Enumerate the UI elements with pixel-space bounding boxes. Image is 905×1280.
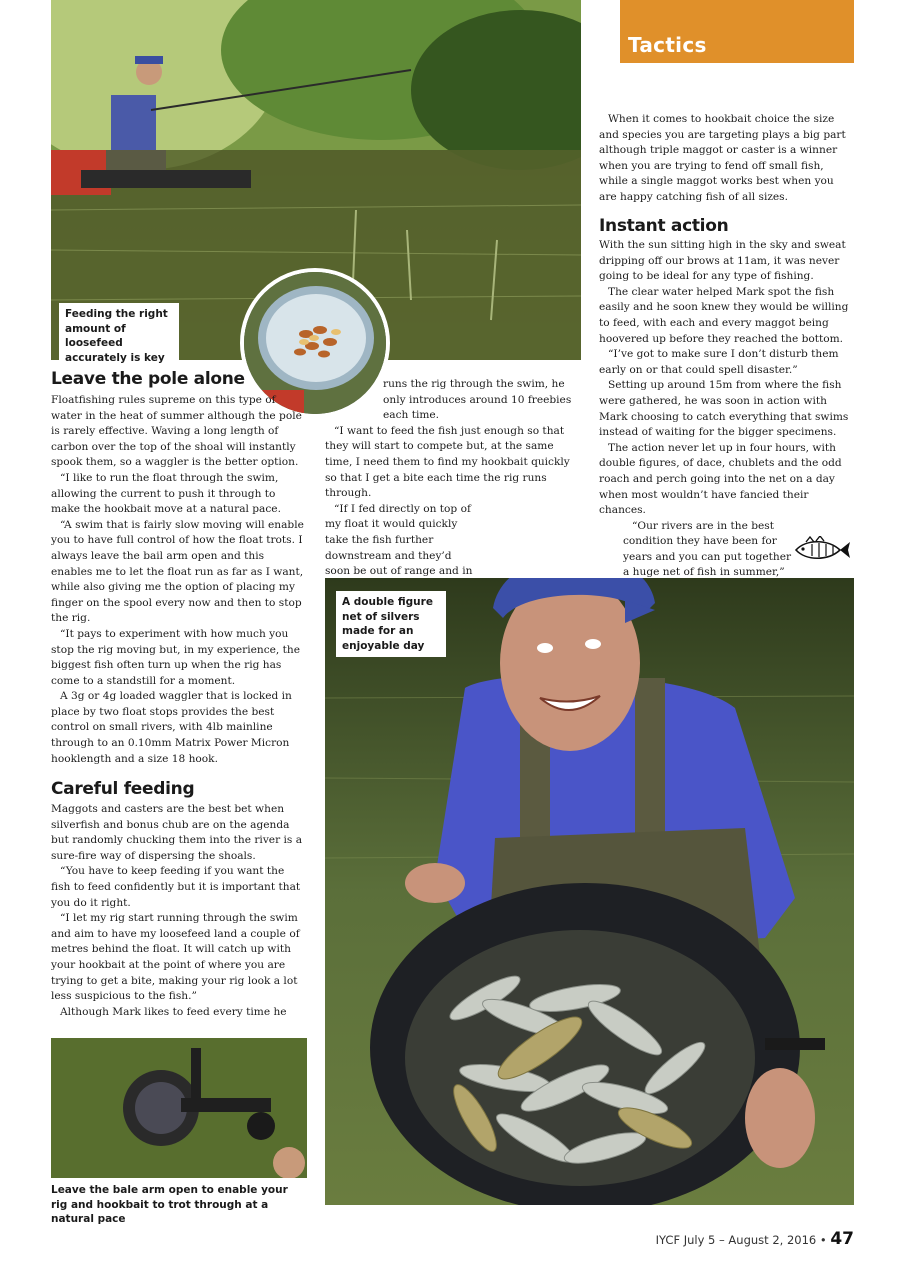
pole-paragraph-4: “It pays to experiment with how much you stop the rig moving but, in my experience, the biggest fish often turn up when the rig has come to a standstill for a moment.: [51, 627, 301, 687]
instant-heading: Instant action: [599, 216, 729, 236]
feeding-paragraph-2: “You have to keep feeding if you want the fish to feed confidently but it is important that you do it right.: [51, 865, 301, 909]
reel-photo: [51, 1038, 307, 1178]
instant-paragraph-4: Setting up around 15m from where the fish were gathered, he was soon in action with Mark choosing to catch everything that swims instead of waiting for the bigger specimens.: [599, 379, 849, 439]
fish-endmark-icon: [792, 536, 852, 564]
pole-body: [51, 393, 305, 767]
loosefeed-caption: [59, 303, 179, 369]
instant-paragraph-6: “Our rivers are in the best condition they have been for years and you can put together a huge net of fish in summer,”: [623, 519, 792, 579]
feeding-paragraph-1: Maggots and casters are the best bet when silverfish and bonus chub are on the agenda but randomly chucking them into the river is a sure-fire way of dispersing the shoals.: [51, 803, 303, 862]
catch-illustration: [325, 578, 854, 1205]
middle-body: [325, 377, 580, 595]
hookbait-paragraph: When it comes to hookbait choice the size and species you are targeting plays a big part although triple maggot or caster is a winner when you are trying to fend off small fish, while a single maggot works best when you are happy catching fish of all sizes.: [599, 113, 846, 203]
pole-paragraph-2: “I like to run the float through the swim, allowing the current to push it through to make the hookbait move at a natural pace.: [51, 471, 281, 516]
feeding-paragraph-3: “I let my rig start running through the swim and aim to have my loosefeed land a couple of metres behind the float. It will catch up with your hookbait at the point of where you are trying to get a bite, making your rig look a lot less suspicious to the fish.”: [51, 912, 300, 1003]
instant-paragraph-3: “I’ve got to make sure I don’t disturb them early on or that could spell disaster.”: [599, 348, 839, 376]
feeding-paragraph-4: Although Mark likes to feed every time he: [60, 1005, 287, 1018]
page-footer: [656, 1229, 854, 1249]
pole-paragraph-3: “A swim that is fairly slow moving will enable you to have full control of how the float trots. I always leave the bail arm open and this enables me to let the float run as far as I want, while also giving me the option of placing my finger on the spool every now and then to stop the rig.: [51, 518, 304, 625]
middle-paragraph-1: runs the rig through the swim, he only introduces around 10 freebies each time.: [383, 378, 572, 422]
net-caption-text: A double figure net of silvers made for an enjoyable day: [342, 596, 433, 652]
catch-photo: [325, 578, 854, 1205]
middle-paragraph-2: “I want to feed the fish just enough so that they will start to compete but, at the same time, I need them to find my hookbait quickly so that I get a bite each time the rig runs through.: [325, 424, 570, 500]
instant-paragraph-5: The action never let up in four hours, with double figures, of dace, chublets and the odd roach and perch going into the net on a day when most wouldn’t have fancied their chances.: [599, 441, 842, 517]
middle-paragraph-3: “If I fed directly on top of my float it would quickly take the fish further downstream and they’d soon be out of range and in: [325, 502, 473, 578]
pole-paragraph-1-text: Floatfishing rules supreme on this type of water in the heat of summer although the pole is rarely effective. Waving a long length of carbon over the top of the shoal will instantly spook them, so a waggler is the better option.: [51, 394, 302, 469]
loosefeed-caption-text: Feeding the right amount of loosefeed accurately is key: [65, 308, 168, 364]
feeding-body: [51, 802, 305, 1020]
instant-paragraph-1: With the sun sitting high in the sky and sweat dripping off our brows at 11am, it was never going to be ideal for any type of fishing.: [599, 239, 846, 283]
net-caption: [336, 591, 446, 657]
page-number: 47: [830, 1229, 854, 1249]
instant-paragraph-2: The clear water helped Mark spot the fish easily and he soon knew they would be willing to feed, with each and every maggot being hoovered up before they reached the bottom.: [599, 285, 849, 345]
pole-heading: Leave the pole alone: [51, 369, 245, 389]
section-tab: [620, 0, 854, 63]
pole-paragraph-5: A 3g or 4g loaded waggler that is locked in place by two float stops provides the best control on small rivers, with 4lb mainline through to an 0.10mm Matrix Power Micron hooklength and a size 18 hook.: [51, 690, 292, 765]
reel-caption: Leave the bale arm open to enable your rig and hookbait to trot through at a natural pace: [51, 1184, 288, 1225]
reel-illustration: [51, 1038, 307, 1178]
issue-text: IYCF July 5 – August 2, 2016 •: [655, 1233, 827, 1247]
section-tab-label: Tactics: [628, 33, 707, 57]
hookbait-body: [599, 112, 854, 206]
feeding-heading: Careful feeding: [51, 779, 195, 799]
